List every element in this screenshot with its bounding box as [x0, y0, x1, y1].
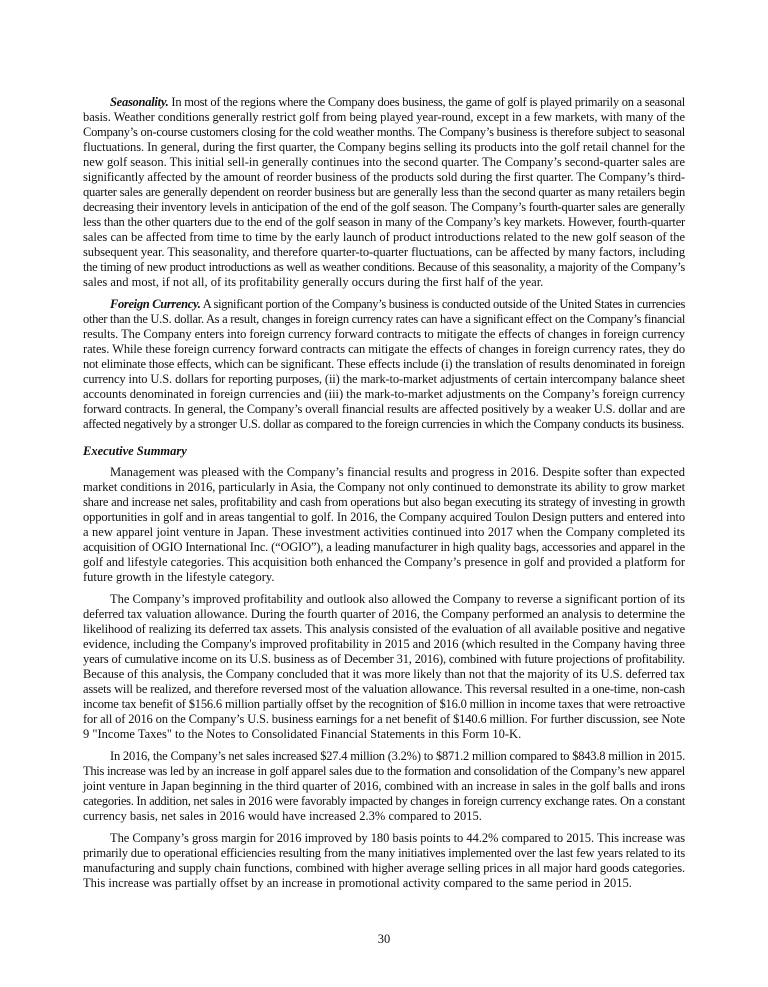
- text-line: [83, 727, 685, 742]
- text-line: [83, 200, 685, 215]
- line-text: Management was pleased with the Company’s financial results and progress in 2016. Despite softer than expected: [110, 465, 685, 479]
- line-text: quarter sales are generally dependent on reorder business but are generally less than the second quarter as many retailers begin: [83, 185, 685, 199]
- text-line: [83, 402, 685, 417]
- line-text: assets will be realized, and therefore reversed most of the valuation allowance. This reversal resulted in a one-time, non-cash: [83, 682, 685, 696]
- seasonality-paragraph: [83, 95, 685, 290]
- text-line: [83, 540, 685, 555]
- line-text: for all of 2016 on the Company’s U.S. business earnings for a net benefit of $140.6 million. For further discussion, see Note: [83, 712, 685, 726]
- text-line: [83, 697, 685, 712]
- text-line: [83, 809, 685, 824]
- text-line: [83, 555, 685, 570]
- line-text: the timing of new product introductions as well as weather conditions. Because of this seasonality, a majority of the Company’s: [83, 260, 685, 274]
- line-text: results. The Company enters into foreign currency forward contracts to mitigate the effects of changes in foreign currency: [83, 327, 685, 341]
- line-text: other than the U.S. dollar. As a result, changes in foreign currency rates can have a significant effect on the Company’s financial: [83, 312, 685, 326]
- line-text: This increase was partially offset by an increase in promotional activity compared to the same period in 2015.: [83, 876, 632, 890]
- line-text: 9 "Income Taxes" to the Notes to Consolidated Financial Statements in this Form 10-K.: [83, 727, 522, 741]
- text-line: [83, 260, 685, 275]
- line-text: affected negatively by a stronger U.S. dollar as compared to the foreign currencies in which the Company conducts its business.: [83, 417, 684, 431]
- line-text: manufacturing and supply chain functions, combined with higher average selling prices in all major hard goods categories.: [83, 861, 685, 875]
- text-line: [83, 510, 685, 525]
- text-line: [83, 667, 685, 682]
- text-line: [83, 465, 685, 480]
- text-line: [83, 876, 685, 891]
- text-line: [83, 846, 685, 861]
- management-paragraph: [83, 465, 685, 585]
- text-line: [83, 342, 685, 357]
- line-text: accounts denominated in foreign currencies and (iii) the mark-to-market adjustments on the Company’s foreign currency: [83, 387, 685, 401]
- text-line: [83, 607, 685, 622]
- text-line: [83, 275, 685, 290]
- text-line: [83, 861, 685, 876]
- line-text: future growth in the lifestyle category.: [83, 570, 275, 584]
- text-line: [83, 480, 685, 495]
- text-line: [83, 155, 685, 170]
- text-line: [83, 140, 685, 155]
- line-text: forward contracts. In general, the Company’s overall financial results are affected positively by a weaker U.S. dollar and are: [83, 402, 685, 416]
- text-line: [83, 110, 685, 125]
- text-line: [83, 357, 685, 372]
- text-line: [83, 327, 685, 342]
- line-text: not eliminate those effects, which can be significant. These effects include (i) the translation of results denominated in foreign: [83, 357, 685, 371]
- text-line: [83, 652, 685, 667]
- executive-summary-heading: Executive Summary: [83, 444, 187, 458]
- line-text: fluctuations. In general, during the first quarter, the Company begins selling its products into the golf retail channel for the: [83, 140, 685, 154]
- text-line: [83, 312, 685, 327]
- gross-margin-paragraph: [83, 831, 685, 891]
- text-line: [83, 372, 685, 387]
- text-line: [83, 764, 685, 779]
- line-text: Company’s on-course customers closing for the cold weather months. The Company’s business is therefore subject to seasonal: [83, 125, 685, 139]
- line-text: opportunities in golf and in areas tangential to golf. In 2016, the Company acquired Toulon Design putters and entered into: [83, 510, 685, 524]
- line-text: joint venture in Japan beginning in the third quarter of 2016, combined with an increase in sales in the golf balls and irons: [83, 779, 685, 793]
- text-line: [83, 417, 685, 432]
- line-text: a new apparel joint venture in Japan. These investment activities continued into 2017 when the Company completed its: [83, 525, 685, 539]
- paragraph-lead-in: Seasonality.: [110, 95, 169, 109]
- line-text: golf and lifestyle categories. This acquisition both enhanced the Company’s presence in golf and provided a platform for: [83, 555, 685, 569]
- line-text: share and increase net sales, profitability and cash from operations but also began executing its strategy of investing in growth: [83, 495, 685, 509]
- line-text: A significant portion of the Company’s business is conducted outside of the United States in currencies: [202, 297, 686, 311]
- text-line: [83, 495, 685, 510]
- line-text: market conditions in 2016, particularly in Asia, the Company not only continued to demonstrate its ability to grow market: [83, 480, 685, 494]
- text-line: [83, 570, 685, 585]
- line-text: evidence, including the Company's improved profitability in 2015 and 2016 (which resulted in the Company having three: [83, 637, 685, 651]
- line-text: income tax benefit of $156.6 million partially offset by the recognition of $16.0 million in income taxes that were retroactive: [83, 697, 685, 711]
- text-line: [83, 831, 685, 846]
- line-text: significantly affected by the amount of reorder business of the products sold during the first quarter. The Company’s third-: [83, 170, 685, 184]
- foreign-currency-paragraph: [83, 297, 685, 432]
- line-text: rates. While these foreign currency forward contracts can mitigate the effects of changes in foreign currency rates, they do: [83, 342, 685, 356]
- line-text: The Company’s improved profitability and outlook also allowed the Company to reverse a significant portion of its: [110, 592, 685, 606]
- text-line: [83, 749, 685, 764]
- line-text: less than the other quarters due to the end of the golf season in many of the Company’s key markets. However, fourth-quarter: [83, 215, 685, 229]
- text-line: [83, 794, 685, 809]
- line-text: primarily due to operational efficiencies resulting from the many initiatives implemented over the last few years related to its: [83, 846, 685, 860]
- line-text: basis. Weather conditions generally restrict golf from being played year-round, except in a few markets, with many of the: [83, 110, 685, 124]
- paragraph-lead-in: Foreign Currency.: [110, 297, 201, 311]
- document-body: [83, 95, 685, 891]
- text-line: [83, 592, 685, 607]
- text-line: [83, 230, 685, 245]
- text-line: [83, 170, 685, 185]
- line-text: This increase was led by an increase in golf apparel sales due to the formation and consolidation of the Company’s new apparel: [83, 764, 685, 778]
- line-text: new golf season. This initial sell-in generally continues into the second quarter. The Company’s second-quarter sales are: [83, 155, 685, 169]
- tax-valuation-paragraph: [83, 592, 685, 742]
- line-text: The Company’s gross margin for 2016 improved by 180 basis points to 44.2% compared to 2015. This increase was: [110, 831, 685, 845]
- line-text: categories. In addition, net sales in 2016 were favorably impacted by changes in foreign currency exchange rates. On a constant: [83, 794, 685, 808]
- text-line: [83, 95, 685, 110]
- line-text: years of cumulative income on its U.S. business as of December 31, 2016), combined with future projections of profitability.: [83, 652, 685, 666]
- text-line: [83, 245, 685, 260]
- line-text: likelihood of realizing its deferred tax assets. This analysis consisted of the evaluation of all available positive and negative: [83, 622, 685, 636]
- line-text: Because of this analysis, the Company concluded that it was more likely than not that the majority of its U.S. deferred tax: [83, 667, 685, 681]
- text-line: [83, 297, 685, 312]
- text-line: [83, 779, 685, 794]
- line-text: sales can be affected from time to time by the early launch of product introductions related to the new golf season of the: [83, 230, 685, 244]
- line-text: currency basis, net sales in 2016 would have increased 2.3% compared to 2015.: [83, 809, 482, 823]
- text-line: [83, 712, 685, 727]
- line-text: currency into U.S. dollars for reporting purposes, (ii) the mark-to-market adjustments of certain intercompany balance sheet: [83, 372, 685, 386]
- line-text: subsequent year. This seasonality, and therefore quarter-to-quarter fluctuations, can be affected by many factors, including: [83, 245, 685, 259]
- line-text: In most of the regions where the Company does business, the game of golf is played primarily on a seasonal: [171, 95, 686, 109]
- text-line: [83, 637, 685, 652]
- text-line: [83, 622, 685, 637]
- line-text: decreasing their inventory levels in anticipation of the end of the golf season. The Company’s fourth-quarter sales are generally: [83, 200, 685, 214]
- text-line: [83, 185, 685, 200]
- line-text: In 2016, the Company’s net sales increased $27.4 million (3.2%) to $871.2 million compared to $843.8 million in 2015.: [110, 749, 685, 763]
- line-text: deferred tax valuation allowance. During the fourth quarter of 2016, the Company performed an analysis to determine the: [83, 607, 685, 621]
- text-line: [83, 682, 685, 697]
- net-sales-paragraph: [83, 749, 685, 824]
- text-line: [83, 125, 685, 140]
- line-text: acquisition of OGIO International Inc. (“OGIO”), a leading manufacturer in high quality bags, accessories and apparel in the: [83, 540, 685, 554]
- line-text: sales and most, if not all, of its profitability generally occurs during the first half of the year.: [83, 275, 544, 289]
- text-line: [83, 387, 685, 402]
- text-line: [83, 525, 685, 540]
- text-line: [83, 215, 685, 230]
- page-number: 30: [377, 932, 391, 946]
